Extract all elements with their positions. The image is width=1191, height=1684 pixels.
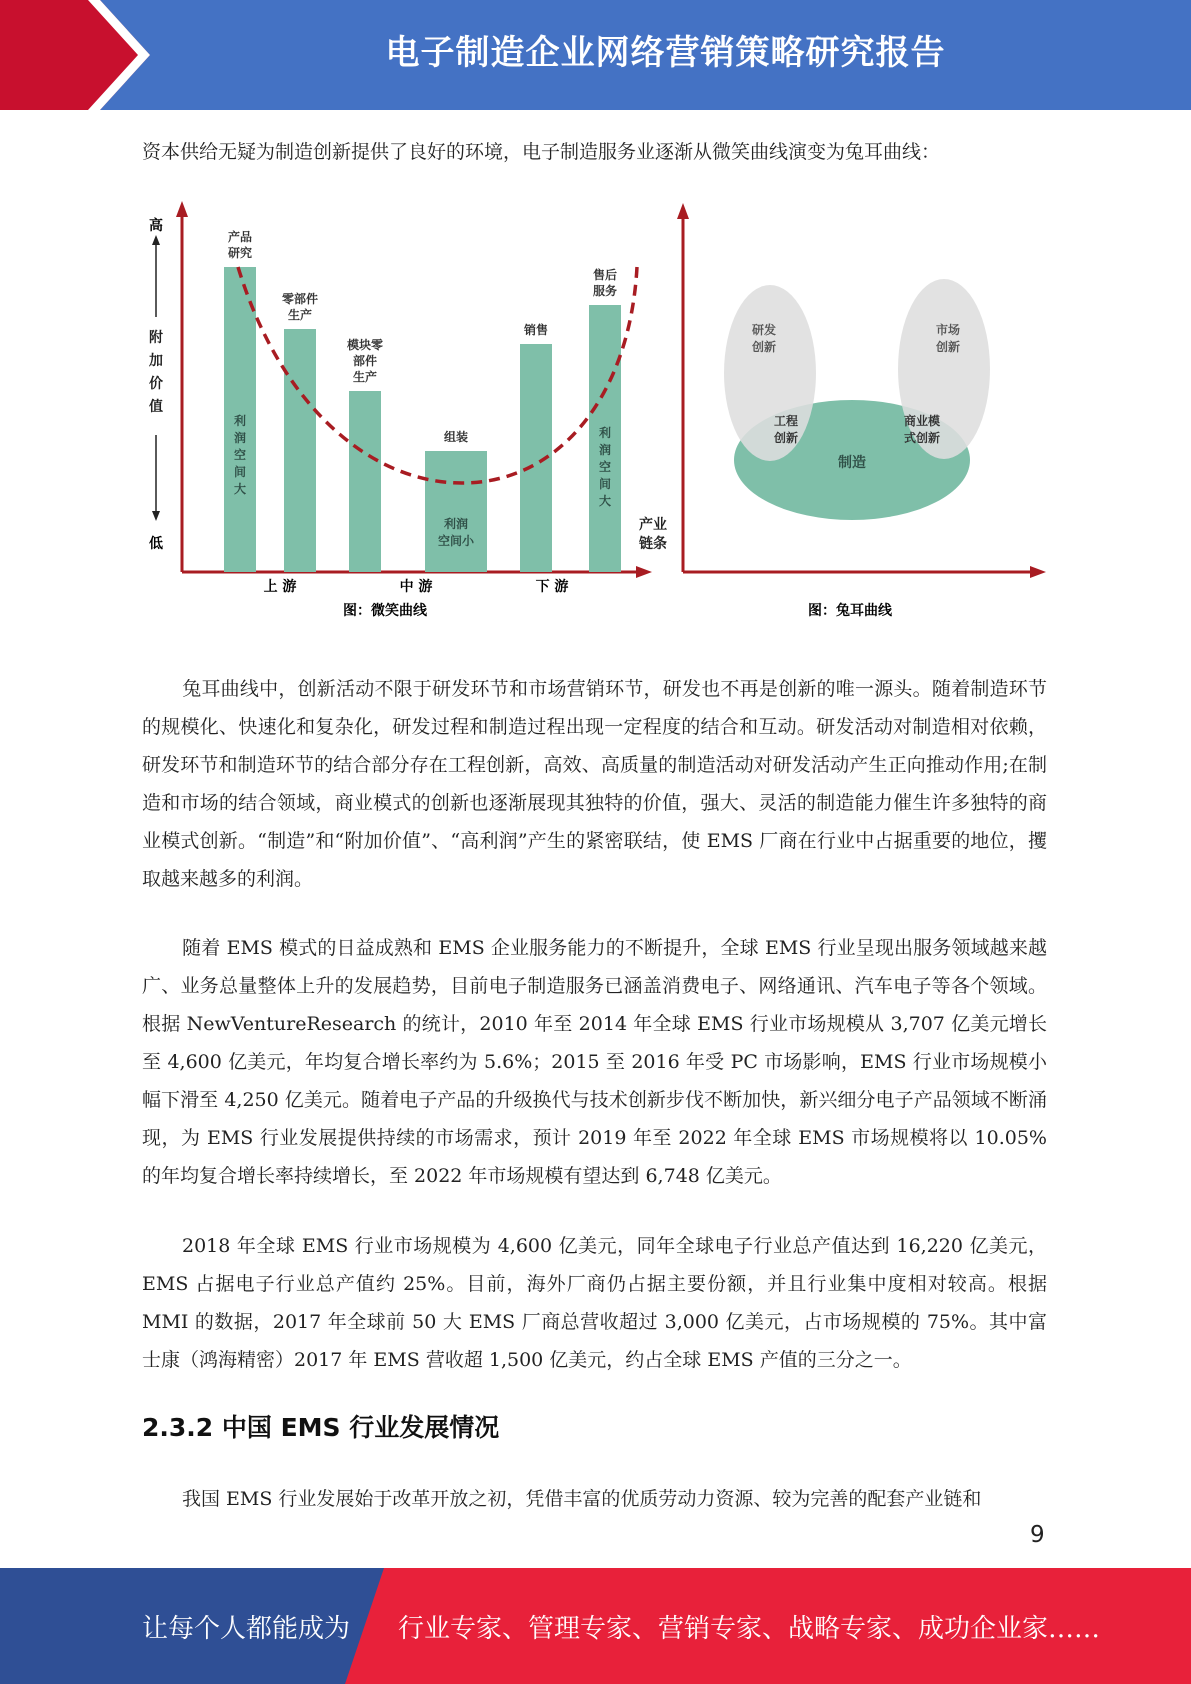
bar-label: 服务	[592, 284, 618, 298]
rabbit-y-arrow-icon	[677, 203, 689, 219]
bar-inner-label: 大	[233, 482, 247, 496]
bar-label: 销售	[523, 323, 549, 337]
bar-inner-label: 空	[233, 448, 247, 462]
bar-label: 售后	[592, 268, 618, 282]
overlap-label: 商业模	[903, 414, 941, 428]
y-axis-label	[149, 329, 163, 415]
bar-label: 生产	[287, 308, 313, 322]
smile-caption: 图：微笑曲线	[343, 603, 427, 619]
x-axis-label	[639, 516, 667, 552]
paragraph-china-ems: 我国 EMS 行业发展始于改革开放之初，凭借丰富的优质劳动力资源、较为完善的配套产业链和	[182, 1488, 982, 1510]
paragraph-rabbit-ear: 兔耳曲线中，创新活动不限于研发环节和市场营销环节，研发也不再是创新的唯一源头。随着制造环节的规模化、快速化和复杂化，研发过程和制造过程出现一定程度的结合和互动。研发活动对制造相对依赖，研发环节和制造环节的结合部分存在工程创新，高效、高质量的制造活动对研发活动产生正向推动作用;在制造和市场的结合领域，商业模式的创新也逐渐展现其独特的价值，强大、灵活的制造能力催生许多独特的商业模式创新。“制造”和“附加价值”、“高利润”产生的紧密联结，使 EMS 厂商在行业中占据重要的地位，攫取越来越多的利润。	[142, 678, 1047, 890]
overlap-label: 工程	[773, 414, 799, 428]
footer-slogan-right: 行业专家、管理专家、营销专家、战略专家、成功企业家……	[398, 1614, 1101, 1644]
smile-x-arrow-icon	[636, 566, 652, 578]
bar-inner-label: 间	[598, 477, 612, 491]
y-axis-label-char: 价	[149, 376, 163, 392]
ear-label: 研发	[751, 323, 777, 337]
y-down-arrow-icon	[152, 511, 160, 521]
bar-label: 生产	[352, 370, 378, 384]
bar-inner-label: 间	[233, 465, 247, 479]
group-midstream: 中 游	[399, 579, 433, 595]
bar-inner-label: 润	[233, 431, 247, 445]
bar-inner-label: 利	[598, 426, 612, 440]
group-downstream: 下 游	[535, 579, 569, 595]
bar-label: 部件	[352, 354, 378, 368]
section-heading: 2.3.2 中国 EMS 行业发展情况	[142, 1413, 500, 1442]
bar-label: 模块零	[346, 338, 384, 352]
smile-bar-sales	[520, 322, 552, 572]
ear-label: 创新	[751, 340, 777, 354]
figure-svg	[140, 195, 1050, 635]
bar-label: 产品	[227, 230, 253, 244]
smile-bar-product-research	[224, 229, 256, 572]
bar-inner-label: 润	[598, 443, 612, 457]
smile-y-arrow-icon	[176, 201, 188, 217]
report-title: 电子制造企业网络营销策略研究报告	[385, 33, 946, 73]
smile-curve-chart	[149, 201, 667, 619]
smile-bar-assembly	[425, 429, 487, 572]
ear-label: 市场	[935, 323, 961, 337]
smile-bar-after-sales	[589, 267, 621, 572]
bar-inner-label: 空	[598, 460, 612, 474]
paragraph-ems-global: 随着 EMS 模式的日益成熟和 EMS 企业服务能力的不断提升，全球 EMS 行业呈现出服务领域越来越广、业务总量整体上升的发展趋势，目前电子制造服务已涵盖消费电子、网络通讯、汽车电子等各个领域。根据 NewVentureResearch 的统计，2010 年至 2014 年全球 EMS 行业市场规模从 3,707 亿美元增长至 4,600 亿美元，年均复合增长率约为 5.6%；2015 至 2016 年受 PC 市场影响，EMS 行业市场规模小幅下滑至 4,250 亿美元。随着电子产品的升级换代与技术创新步伐不断加快，新兴细分电子产品领域不断涌现，为 EMS 行业发展提供持续的市场需求，预计 2019 年至 2022 年全球 EMS 市场规模将以 10.05%的年均复合增长率持续增长，至 2022 年市场规模有望达到 6,748 亿美元。	[142, 937, 1047, 1187]
bar-inner-label: 利	[233, 414, 247, 428]
rabbit-caption: 图：兔耳曲线	[808, 603, 892, 619]
rabbit-ear-chart	[677, 203, 1046, 619]
page-header	[0, 0, 1191, 110]
y-up-arrow-icon	[152, 235, 160, 245]
group-upstream: 上 游	[263, 579, 297, 595]
y-axis-label-char: 值	[149, 399, 163, 415]
bar-inner-label: 大	[598, 494, 612, 508]
smile-bar-module-production	[347, 337, 383, 572]
bar-inner-label: 空间小	[437, 534, 475, 548]
bar-label: 研究	[227, 246, 253, 260]
y-axis-label-char: 附	[149, 330, 163, 346]
x-axis-label-line: 产业	[639, 517, 667, 533]
intro-text: 资本供给无疑为制造创新提供了良好的环境，电子制造服务业逐渐从微笑曲线演变为兔耳曲线：	[142, 141, 941, 163]
overlap-label: 创新	[773, 431, 799, 445]
page-number: 9	[1030, 1522, 1045, 1548]
figure-smile-rabbit-curves	[140, 195, 1050, 635]
manufacturing-label: 制造	[838, 455, 866, 471]
x-axis-label-line: 链条	[639, 536, 667, 552]
y-low-label: 低	[149, 536, 163, 552]
smile-bar-parts-production	[282, 291, 318, 572]
bar-inner-label: 利润	[443, 517, 469, 531]
y-axis-label-char: 加	[149, 353, 163, 369]
bar-label: 零部件	[281, 292, 319, 306]
paragraph-ems-2018: 2018 年全球 EMS 行业市场规模为 4,600 亿美元，同年全球电子行业总产值达到 16,220 亿美元，EMS 占据电子行业总产值约 25%。目前，海外厂商仍占据主要份额，并且行业集中度相对较高。根据 MMI 的数据，2017 年全球前 50 大 EMS 厂商总营收超过 3,000 亿美元，占市场规模的 75%。其中富士康（鸿海精密）2017 年 EMS 营收超 1,500 亿美元，约占全球 EMS 产值的三分之一。	[142, 1235, 1047, 1371]
y-high-label: 高	[149, 218, 163, 234]
page-footer	[0, 1568, 1191, 1684]
overlap-label: 式创新	[903, 431, 941, 445]
left-ear	[724, 285, 816, 461]
footer-slogan-left: 让每个人都能成为	[142, 1614, 351, 1644]
rabbit-x-arrow-icon	[1030, 566, 1046, 578]
bar-label: 组装	[443, 430, 469, 444]
ear-label: 创新	[935, 340, 961, 354]
